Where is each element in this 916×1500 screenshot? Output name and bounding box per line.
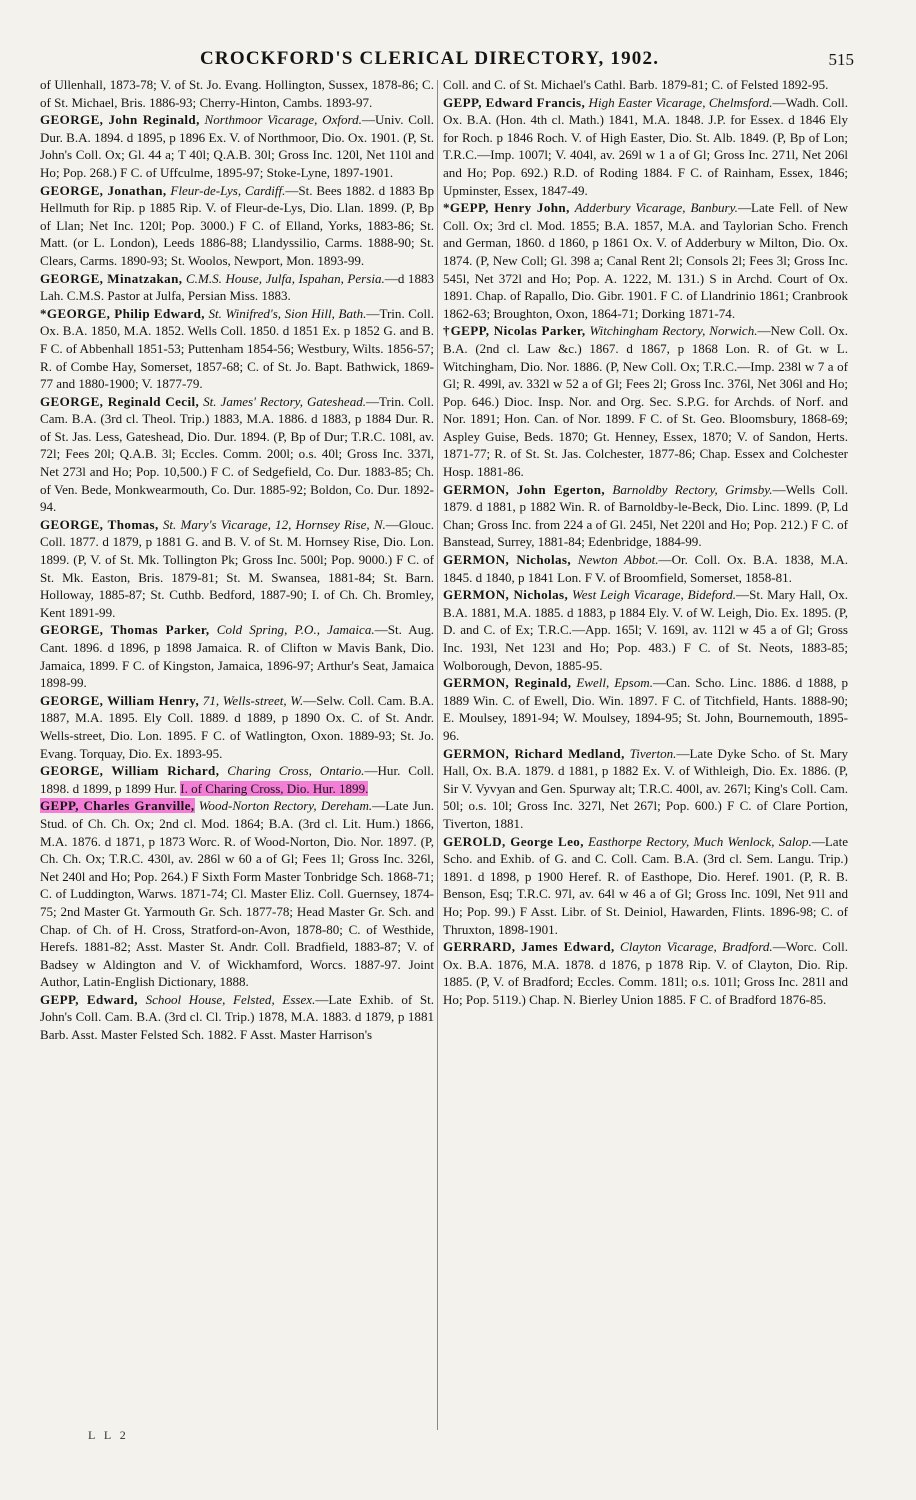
entry-address: Adderbury Vicarage, Banbury.	[574, 200, 738, 216]
entry-address: Newton Abbot.	[577, 552, 659, 568]
entry-text: —Worc. Coll. Ox. B.A. 1876, M.A. 1878. d 1876, p 1878 Rip. V. of Clayton, Dio. Rip. 1885. (P, V. of Bradford; Eccles. Comm. 181l; o.s. 101l; Gross Inc. 281l and Ho; Pop. 5119.) Chap. N. Bierley Union 1885. F C. of Bradford 1876-85.	[443, 939, 848, 1007]
entry-text: Coll. and C. of St. Michael's Cathl. Barb. 1879-81; C. of Felsted 1892-95.	[443, 77, 829, 92]
entry-text: —Late Dyke Scho. of St. Mary Hall, Ox. B.A. 1879. d 1881, p 1882 Ex. V. of Withleigh, Dio. Ex. 1886. (P, Sir V. Vyvyan and Gen. Spurway alt; T.R.C. 400l, av. 267l; King's Coll. Cam. 50l; o.s. 10l; Gross Inc. 327l, Net 267l; Pop. 600.) F C. of Clare Portion, Tiverton, 1881.	[443, 745, 849, 831]
directory-entry	[443, 76, 848, 94]
left-column	[40, 76, 434, 1044]
directory-entry	[40, 797, 434, 991]
entry-address: 71, Wells-street, W.	[202, 692, 304, 708]
entry-text: —Univ. Coll. Dur. B.A. 1894. d 1895, p 1896 Ex. V. of Northmoor, Dio. Ox. 1901. (P, St. John's Coll. Ox; Gl. 44 a; T 40l; Q.A.B. 30l; Gross Inc. 120l, Net 110l and Ho; Pop. 268.) F C. of Uffculme, 1895-97; Stoke-Lyne, 1897-1901.	[40, 112, 434, 180]
entry-text: —Wadh. Coll. Ox. B.A. (Hon. 4th cl. Math.) 1841, M.A. 1848. J.P. for Essex. d 1846 Ely for Roch. p 1846 Roch. V. of High Easter, Dio. St. Alb. 1849. (P, Bp of Lon; T.R.C.—Imp. 1007l; V. 404l, av. 269l w 1 a of Gl; Gross Inc. 271l, Net 206l and Ho; Pop. 692.) R.D. of Roding 1884. F C. of Rainham, Essex, 1846; Upminster, Essex, 1847-49.	[443, 94, 848, 198]
clergy-name: GERRARD, James Edward,	[443, 939, 615, 955]
directory-entry	[40, 762, 434, 797]
entry-address: Ewell, Epsom.	[576, 675, 653, 691]
entry-text: of Ullenhall, 1873-78; V. of St. Jo. Evang. Hollington, Sussex, 1878-86; C. of St. Michael, Bris. 1886-93; Cherry-Hinton, Cambs. 1893-97.	[40, 77, 434, 110]
clergy-name: GERMON, Nicholas,	[443, 587, 569, 603]
directory-entry	[40, 270, 434, 305]
clergy-name: GERMON, Nicholas,	[443, 552, 572, 568]
entry-text: —Late Fell. of New Coll. Ox; 3rd cl. Mod. 1855; B.A. 1857, M.A. and Taylorian Scho. French and German, 1860. d 1860, p 1861 Ox. V. of Adderbury w Milton, Dio. Ox. 1874. (P, New Coll; Gl. 398 a; Canal Rent 2l; Consols 2l; Fees 3l; Gross Inc. 545l, Net 372l and Ho; Pop. A. 1222, M. 131.) S in Archd. Court of Ox. 1891. Chap. of Rapallo, Dio. Gibr. 1901. F C. of Llandrinio 1861; Cranbrook 1862-63; Broughton, Oxon, 1864-71; Dorking 1871-74.	[443, 200, 849, 321]
entry-text: —Late Exhib. of St. John's Coll. Cam. B.A. (3rd cl. Cl. Trip.) 1878, M.A. 1883. d 1879, p 1881 Barb. Asst. Master Felsted Sch. 1882. F Asst. Master Harrison's	[40, 991, 434, 1043]
entry-text: —Hur. Coll. 1898. d 1899, p 1899 Hur.	[40, 763, 434, 796]
directory-entry	[443, 94, 848, 200]
clergy-name: GERMON, Richard Medland,	[443, 745, 625, 761]
entry-text: —Glouc. Coll. 1877. d 1879, p 1881 G. and B. V. of St. M. Hornsey Rise, Dio. Lon. 1899. (P, V. of St. Mk. Tollington Pk; Gross Inc. 500l; Pop. 9000.) F C. of St. Mk. Easton, Bris. 1879-81; St. M. Swansea, 1881-84; St. Barn. Holloway, 1885-87; St. Cuthb. Bedford, 1887-90; I. of Ch. Ch. Bromley, Kent 1891-99.	[40, 516, 434, 620]
directory-entry	[40, 516, 434, 622]
clergy-name: *GEPP, Henry John,	[443, 200, 570, 216]
entry-text: —St. Bees 1882. d 1883 Bp Hellmuth for Rip. p 1885 Rip. V. of Fleur-de-Lys, Dio. Llan. 1899. (P, Bp of Llan; Net Inc. 120l; Pop. 3000.) F C. of Elland, Yorks, 1883-86; St. Matt. (or L. London), Leeds 1886-88; Llandyssilio, Carms. 1888-90; St. Clears, Carms. 1890-93; St. Woolos, Newport, Mon. 1893-99.	[40, 182, 434, 268]
entry-address: High Easter Vicarage, Chelmsford.	[588, 94, 773, 110]
page-number: 515	[828, 50, 854, 69]
directory-entry	[443, 674, 848, 744]
clergy-name: GEPP, Edward,	[40, 991, 138, 1007]
entry-address: St. James' Rectory, Gateshead.	[203, 393, 366, 409]
entry-address: West Leigh Vicarage, Bideford.	[572, 587, 737, 603]
clergy-name: GERMON, John Egerton,	[443, 481, 606, 497]
running-title: CROCKFORD'S CLERICAL DIRECTORY, 1902.	[200, 48, 660, 69]
directory-entry	[40, 111, 434, 181]
directory-entry	[40, 76, 434, 111]
entry-address: Easthorpe Rectory, Much Wenlock, Salop.	[588, 833, 812, 849]
entry-address: Fleur-de-Lys, Cardiff.	[170, 182, 286, 198]
entry-address: Wood-Norton Rectory, Dereham.	[198, 798, 373, 814]
directory-entry	[443, 481, 848, 551]
clergy-name: GEORGE, William Richard,	[40, 763, 220, 779]
entry-text: —Trin. Coll. Ox. B.A. 1850, M.A. 1852. Wells Coll. 1850. d 1851 Ex. p 1852 G. and B. F C. of Abbenhall 1851-53; Puttenham 1854-56; Westbury, Wilts. 1856-57; R. of Combe Hay, Somerset, 1857-68; C. of St. Jo. Bapt. Bathwick, 1869-77 and 1880-1900; V. 1877-79.	[40, 305, 435, 392]
column-divider	[437, 80, 438, 1430]
clergy-name: GEORGE, Jonathan,	[40, 182, 167, 198]
directory-entry	[443, 745, 848, 833]
entry-address: Witchingham Rectory, Norwich.	[589, 323, 758, 339]
entry-address: Northmoor Vicarage, Oxford.	[204, 112, 362, 128]
clergy-name: GEROLD, George Leo,	[443, 833, 584, 849]
right-column	[443, 76, 848, 1008]
entry-address: Clayton Vicarage, Bradford.	[620, 939, 773, 955]
directory-entry	[40, 991, 434, 1044]
highlighted-text: I. of Charing Cross, Dio. Hur. 1899.	[180, 780, 369, 796]
clergy-name: GEORGE, Reginald Cecil,	[40, 393, 200, 409]
entry-address: St. Mary's Vicarage, 12, Hornsey Rise, N.	[162, 516, 386, 532]
clergy-name: GEORGE, John Reginald,	[40, 112, 200, 128]
entry-text: —Wells Coll. 1879. d 1881, p 1882 Win. R. of Barnoldby-le-Beck, Dio. Linc. 1899. (P, Ld Chan; Gross Inc. from 224 a of Gl. 245l, Net 220l and Ho; Pop. 212.) F C. of Banstead, Surrey, 1881-84; Edenbridge, 1884-99.	[443, 481, 848, 550]
entry-text: —d 1883 Lah. C.M.S. Pastor at Julfa, Persian Miss. 1883.	[40, 270, 435, 304]
clergy-name: GEORGE, Minatzakan,	[40, 270, 183, 286]
directory-entry	[443, 551, 848, 586]
clergy-name: GEORGE, Thomas Parker,	[40, 622, 210, 638]
directory-entry	[40, 182, 434, 270]
entry-address: Barnoldby Rectory, Grimsby.	[612, 481, 773, 497]
entry-text: —New Coll. Ox. B.A. (2nd cl. Law &c.) 1867. d 1867, p 1868 Lon. R. of Gt. w L. Witchingham, Dio. Nor. 1886. (P, New Coll. Ox; T.R.C.—Imp. 238l w 7 a of Gl; R. 499l, av. 332l w 52 a of Gl; Fees 2l; Gross Inc. 376l, Net 306l and Ho; Pop. 646.) Dioc. Insp. Nor. and Org. Sec. S.P.G. for Archds. of Norf. and Nor. 1891; Hon. Can. of Nor. 1899. F C. of St. Geo. Bloomsbury, 1868-69; Aspley Guise, Beds. 1870; Gt. Henney, Essex, 1870; V. of Sandon, Herts. 1871-77; R. of St. St. Jas. Colchester, 1877-86; Chap. Essex and Colchester Hosp. 1881-86.	[443, 323, 848, 480]
directory-entry	[443, 938, 848, 1008]
entry-address: Cold Spring, P.O., Jamaica.	[216, 622, 375, 638]
entry-address: School House, Felsted, Essex.	[145, 991, 316, 1007]
directory-entry	[40, 621, 434, 691]
page-header	[0, 44, 916, 74]
directory-entry	[443, 833, 848, 939]
entry-text: —Or. Coll. Ox. B.A. 1838, M.A. 1845. d 1840, p 1841 Lon. F V. of Broomfield, Somerset, 1858-81.	[443, 552, 848, 585]
entry-address: Tiverton.	[629, 745, 677, 761]
entry-text: —St. Mary Hall, Ox. B.A. 1881, M.A. 1885. d 1883, p 1884 Ely. V. of W. Leigh, Dio. Ex. 1895. (P, D. and C. of Ex; T.R.C.—App. 165l; V. 169l, av. 112l w 45 a of Gl; Gross Inc. 193l, Net 123l and Ho; Pop. 483.) F C. of St. Neots, 1883-85; Wolborough, Devon, 1885-95.	[443, 587, 848, 673]
entry-text: —Selw. Coll. Cam. B.A. 1887, M.A. 1895. Ely Coll. 1889. d 1889, p 1890 Ox. C. of St. Andr. Wells-street, Dio. Lon. 1895. F C. of Watlington, Oxon. 1889-93; St. Jo. Evang. Torquay, Dio. Ex. 1893-95.	[40, 692, 435, 761]
clergy-name: GEORGE, William Henry,	[40, 692, 200, 708]
directory-entry	[40, 305, 434, 393]
clergy-name: GEORGE, Thomas,	[40, 516, 159, 532]
directory-entry	[443, 586, 848, 674]
entry-text: —Trin. Coll. Cam. B.A. (3rd cl. Theol. Trip.) 1883, M.A. 1886. d 1883, p 1884 Dur. R. of St. Jas. Less, Gateshead, Dio. Dur. 1894. (P, Bp of Dur; T.R.C. 108l, av. 72l; Fees 20l; Q.A.B. 3l; Eccles. Comm. 200l; o.s. 40l; Gross Inc. 337l, Net 273l and Ho; Pop. 10,500.) F C. of Sedgefield, Co. Dur. 1883-85; Ch. of Ven. Bede, Monkwearmouth, Co. Dur. 1885-92; Boldon, Co. Dur. 1892-94.	[40, 393, 435, 515]
clergy-name: *GEORGE, Philip Edward,	[40, 305, 205, 321]
entry-text: —Can. Scho. Linc. 1886. d 1888, p 1889 Win. C. of Ewell, Dio. Win. 1897. F C. of Titchfield, Hants. 1888-90; E. Moulsey, 1891-94; W. Moulsey, 1894-95; St. John, Bournemouth, 1895-96.	[443, 675, 848, 743]
clergy-name: GEPP, Charles Granville,	[40, 798, 195, 814]
directory-entry	[40, 692, 434, 762]
entry-text: —Late Jun. Stud. of Ch. Ch. Ox; 2nd cl. Mod. 1864; B.A. (3rd cl. Lit. Hum.) 1866, M.A. 1876. d 1871, p 1873 Worc. R. of Wood-Norton, Dio. Nor. 1897. (P, Ch. Ch. Ox; T.R.C. 430l, av. 286l w 60 a of Gl; Fees 1l; Gross Inc. 326l, Net 240l and Ho; Pop. 264.) F Sixth Form Master Tonbridge Sch. 1868-71; C. of Luddington, Warws. 1871-74; Cl. Master Eliz. Coll. Guernsey, 1874-75; 2nd Master Gt. Yarmouth Gr. Sch. 1877-78; Head Master Gr. Sch. and Chap. of Ch. of H. Cross, Stratford-on-Avon, 1878-80; C. of Westhide, Herefs. 1881-82; Asst. Master St. Andr. Coll. Bradfield, 1883-87; V. of Badsey w Aldington and V. of Wickhamford, Worcs. 1887-97. Joint Author, Latin-English Dictionary, 1888.	[40, 798, 434, 990]
directory-entry	[40, 393, 434, 516]
clergy-name: †GEPP, Nicolas Parker,	[443, 323, 586, 339]
signature-mark: L L 2	[88, 1428, 129, 1442]
clergy-name: GEPP, Edward Francis,	[443, 94, 586, 110]
directory-entry	[443, 199, 848, 322]
entry-address: Charing Cross, Ontario.	[227, 763, 365, 779]
entry-address: St. Winifred's, Sion Hill, Bath.	[208, 305, 367, 321]
clergy-name: GERMON, Reginald,	[443, 675, 572, 691]
entry-text: —St. Aug. Cant. 1896. d 1896, p 1898 Jamaica. R. of Clifton w Mavis Bank, Dio. Jamaica, 1899. F C. of Kingston, Jamaica, 1896-97; Arthur's Seat, Jamaica 1898-99.	[40, 622, 435, 691]
entry-address: C.M.S. House, Julfa, Ispahan, Persia.	[185, 270, 385, 286]
entry-text: —Late Scho. and Exhib. of G. and C. Coll. Cam. B.A. (3rd cl. Sem. Langu. Trip.) 1891. d 1898, p 1900 Heref. R. of Easthope, Dio. Heref. 1901. (P, R. B. Benson, Esq; T.R.C. 97l, av. 64l w 46 a of Gl; Gross Inc. 109l, Net 91l and Ho; Pop. 99.) F Asst. Libr. of St. Deiniol, Hawarden, Flints. 1896-98; C. of Thruxton, 1898-1901.	[443, 833, 849, 937]
directory-entry	[443, 322, 848, 480]
